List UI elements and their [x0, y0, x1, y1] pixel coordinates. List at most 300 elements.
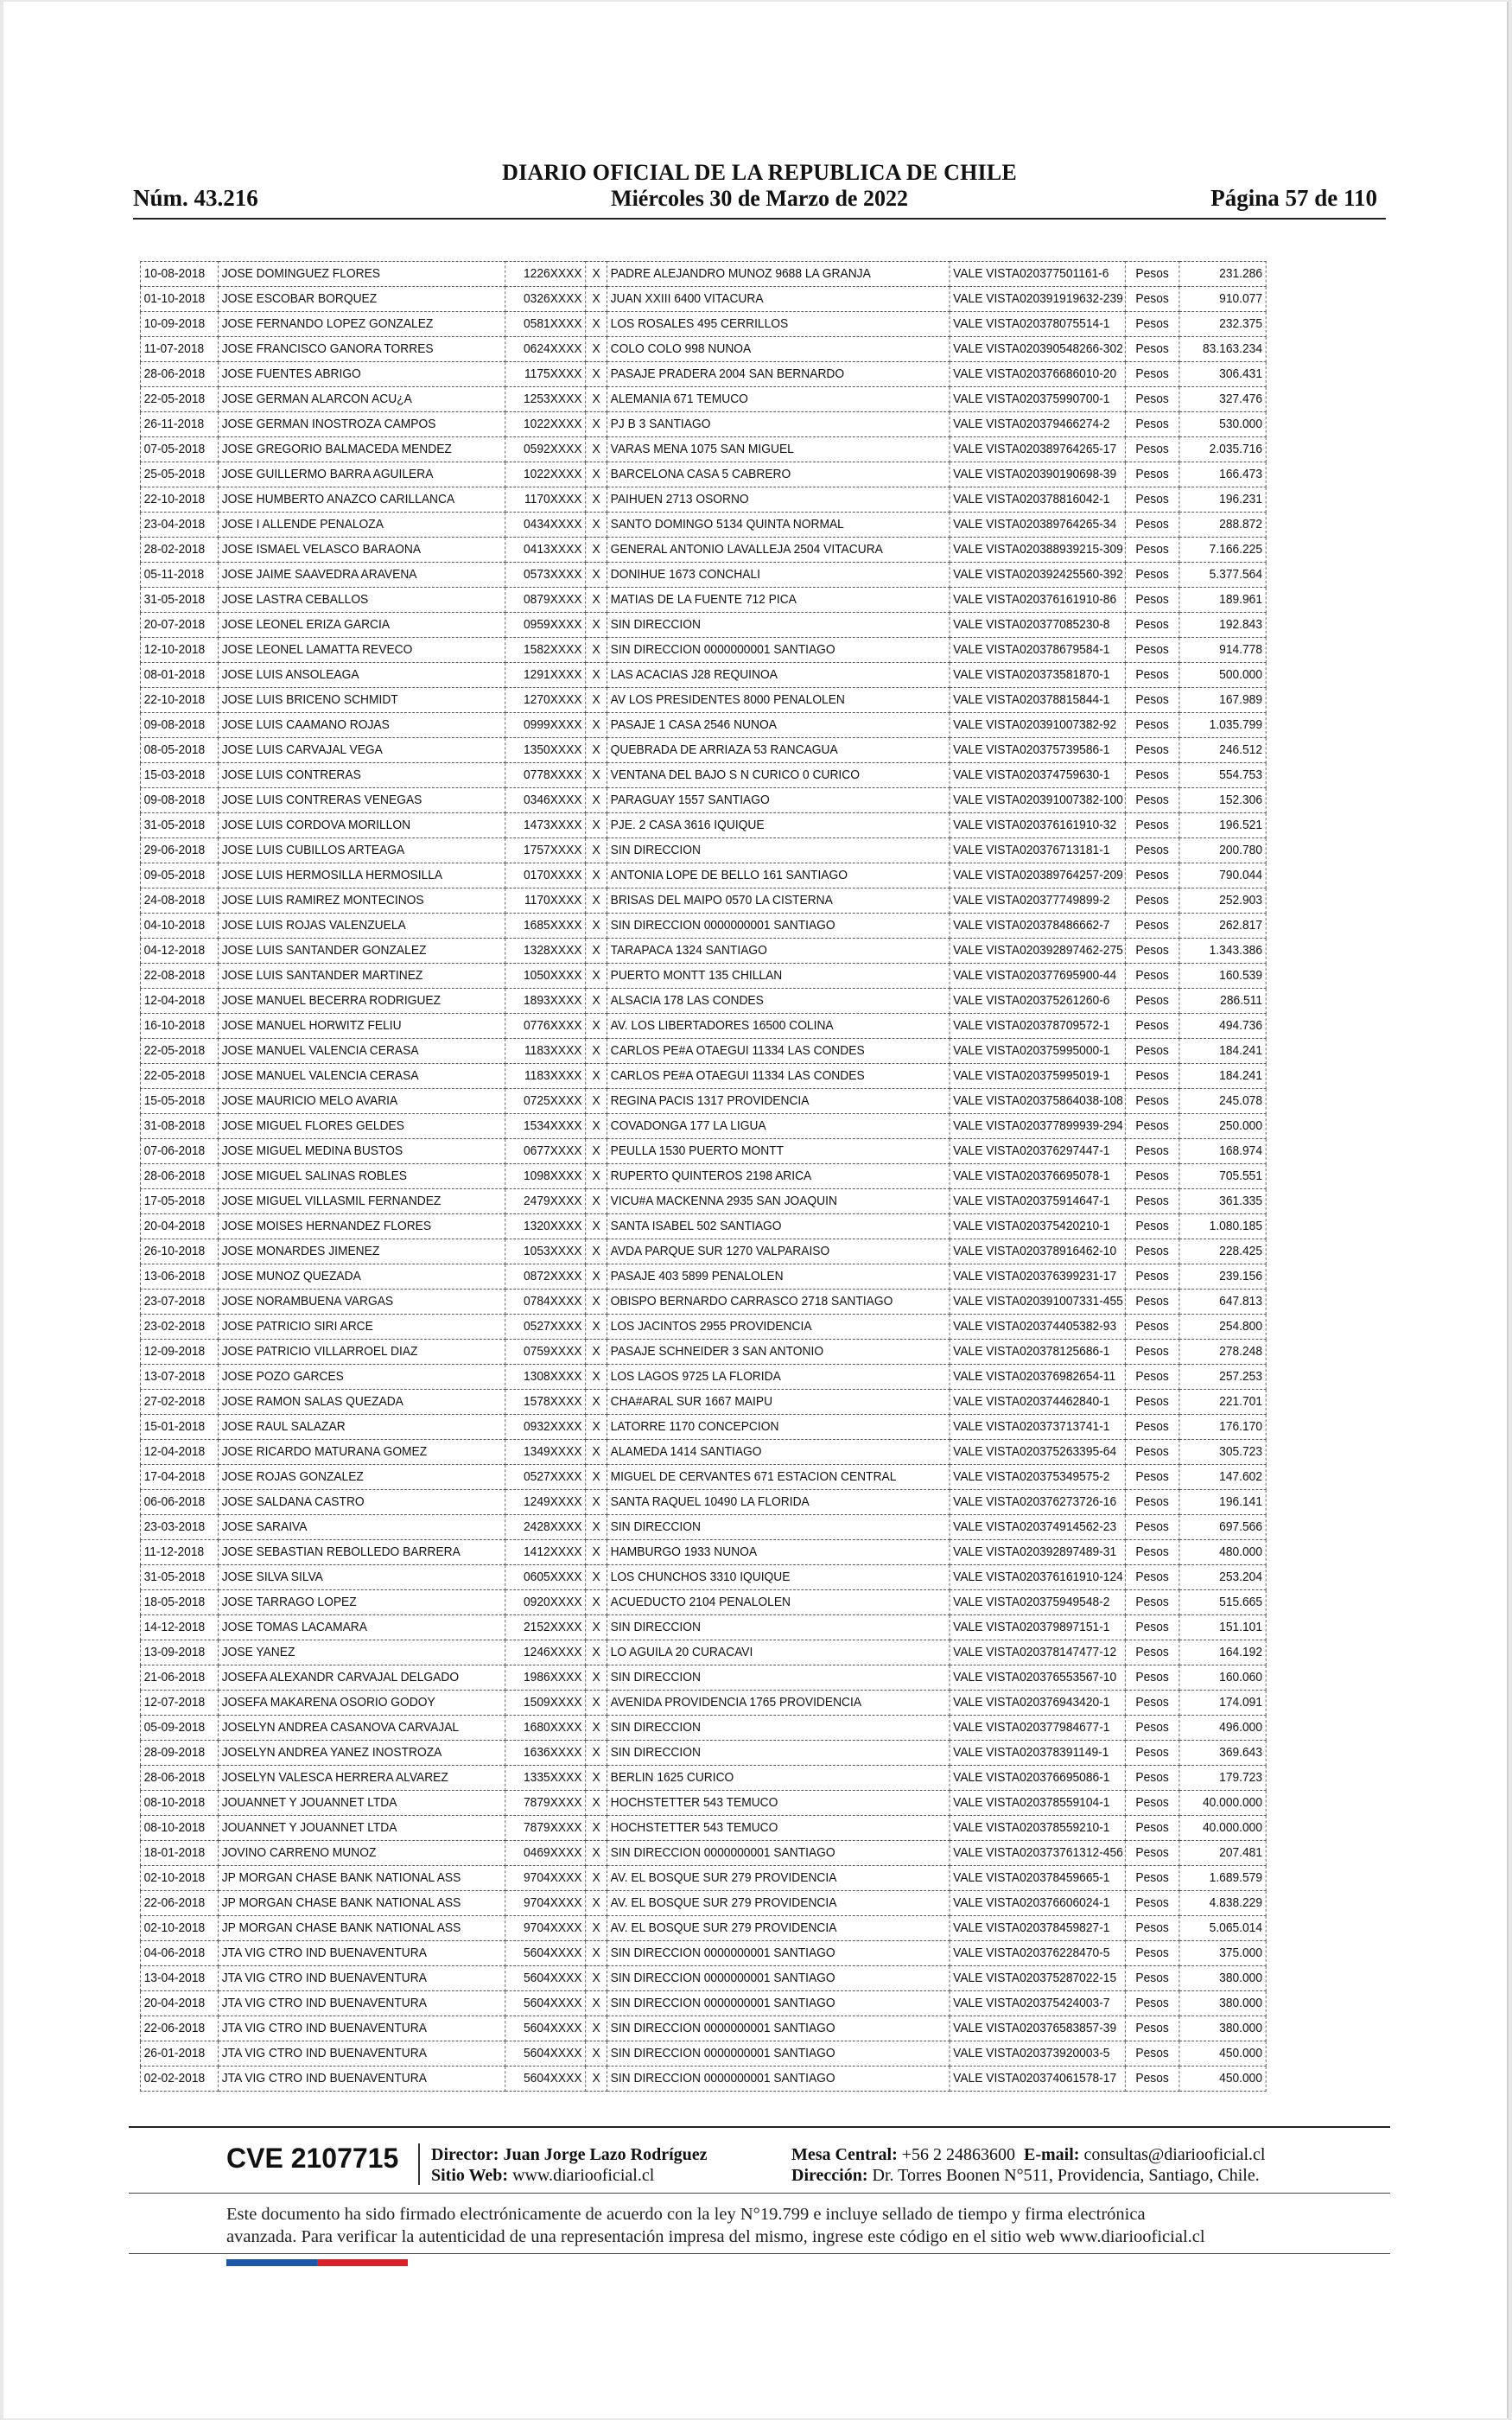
- cell-date: 07-05-2018: [140, 437, 218, 462]
- cell-amount: 166.473: [1179, 462, 1266, 487]
- cell-date: 04-12-2018: [140, 939, 218, 964]
- cell-document: VALE VISTA020375261260-6: [950, 989, 1125, 1014]
- cell-address: SIN DIRECCION: [607, 1515, 950, 1540]
- cell-amount: 480.000: [1179, 1540, 1266, 1565]
- cell-currency: Pesos: [1125, 1816, 1179, 1841]
- site-link[interactable]: www.diariooficial.cl: [512, 2166, 655, 2185]
- cell-mark: X: [586, 2067, 607, 2092]
- cell-mark: X: [586, 588, 607, 613]
- cell-address: AV. EL BOSQUE SUR 279 PROVIDENCIA: [607, 1866, 950, 1891]
- cell-rut: 1175XXXX: [505, 362, 586, 387]
- cell-name: JOSE PATRICIO VILLARROEL DIAZ: [219, 1340, 505, 1365]
- cell-document: VALE VISTA020374061578-17: [950, 2067, 1125, 2092]
- cell-date: 26-01-2018: [140, 2041, 218, 2067]
- cell-currency: Pesos: [1125, 1214, 1179, 1239]
- cell-currency: Pesos: [1125, 1565, 1179, 1590]
- table-row: [140, 638, 1266, 663]
- cell-amount: 174.091: [1179, 1691, 1266, 1716]
- cell-amount: 232.375: [1179, 312, 1266, 337]
- cell-name: JOSE LUIS CARVAJAL VEGA: [219, 738, 505, 763]
- cell-mark: X: [586, 1490, 607, 1515]
- cell-document: VALE VISTA020374405382-93: [950, 1315, 1125, 1340]
- cell-name: JOSE SALDANA CASTRO: [219, 1490, 505, 1515]
- cell-rut: 1253XXXX: [505, 387, 586, 412]
- cell-rut: 2479XXXX: [505, 1189, 586, 1214]
- cell-amount: 179.723: [1179, 1766, 1266, 1791]
- cell-amount: 262.817: [1179, 914, 1266, 939]
- cell-date: 22-05-2018: [140, 1039, 218, 1064]
- cell-document: VALE VISTA020378125686-1: [950, 1340, 1125, 1365]
- footer-divider-2: [129, 2193, 1390, 2194]
- cell-date: 31-08-2018: [140, 1114, 218, 1139]
- cell-name: JOSELYN ANDREA CASANOVA CARVAJAL: [219, 1716, 505, 1741]
- cell-amount: 254.800: [1179, 1315, 1266, 1340]
- cell-document: VALE VISTA020392897462-275: [950, 939, 1125, 964]
- cell-address: SANTA RAQUEL 10490 LA FLORIDA: [607, 1490, 950, 1515]
- cell-mark: X: [586, 914, 607, 939]
- cell-amount: 380.000: [1179, 2016, 1266, 2041]
- cell-address: AVENIDA PROVIDENCIA 1765 PROVIDENCIA: [607, 1691, 950, 1716]
- cell-amount: 361.335: [1179, 1189, 1266, 1214]
- cell-name: JOSE MIGUEL MEDINA BUSTOS: [219, 1139, 505, 1164]
- cell-rut: 0469XXXX: [505, 1841, 586, 1866]
- cell-currency: Pesos: [1125, 337, 1179, 362]
- cell-date: 13-09-2018: [140, 1640, 218, 1665]
- cell-address: MIGUEL DE CERVANTES 671 ESTACION CENTRAL: [607, 1465, 950, 1490]
- cell-mark: X: [586, 513, 607, 538]
- email-label: E-mail:: [1024, 2145, 1080, 2164]
- cell-address: VARAS MENA 1075 SAN MIGUEL: [607, 437, 950, 462]
- cell-date: 22-06-2018: [140, 1891, 218, 1916]
- cell-rut: 0677XXXX: [505, 1139, 586, 1164]
- table-row: [140, 1440, 1266, 1465]
- table-row: [140, 888, 1266, 914]
- cell-rut: 0434XXXX: [505, 513, 586, 538]
- table-row: [140, 1841, 1266, 1866]
- cell-name: JOVINO CARRENO MUNOZ: [219, 1841, 505, 1866]
- cell-currency: Pesos: [1125, 638, 1179, 663]
- cell-amount: 500.000: [1179, 663, 1266, 688]
- cell-document: VALE VISTA020375864038-108: [950, 1089, 1125, 1114]
- table-row: [140, 1239, 1266, 1264]
- cell-amount: 250.000: [1179, 1114, 1266, 1139]
- cell-mark: X: [586, 2016, 607, 2041]
- cell-currency: Pesos: [1125, 1490, 1179, 1515]
- table-row: [140, 813, 1266, 838]
- cell-address: SIN DIRECCION: [607, 1665, 950, 1691]
- footer-divider: [129, 2126, 1390, 2128]
- cell-currency: Pesos: [1125, 688, 1179, 713]
- cell-address: SIN DIRECCION 0000000001 SANTIAGO: [607, 2041, 950, 2067]
- table-row: [140, 1189, 1266, 1214]
- cell-document: VALE VISTA020391919632-239: [950, 287, 1125, 312]
- table-row: [140, 939, 1266, 964]
- table-row: [140, 1114, 1266, 1139]
- table-row: [140, 1014, 1266, 1039]
- cell-amount: 305.723: [1179, 1440, 1266, 1465]
- cell-mark: X: [586, 613, 607, 638]
- cell-name: JOSE NORAMBUENA VARGAS: [219, 1290, 505, 1315]
- cell-date: 29-06-2018: [140, 838, 218, 863]
- cell-amount: 286.511: [1179, 989, 1266, 1014]
- cell-date: 04-06-2018: [140, 1941, 218, 1966]
- cell-mark: X: [586, 1014, 607, 1039]
- cell-rut: 1226XXXX: [505, 262, 586, 287]
- cell-name: JOSE LUIS CORDOVA MORILLON: [219, 813, 505, 838]
- cell-amount: 450.000: [1179, 2067, 1266, 2092]
- cell-amount: 450.000: [1179, 2041, 1266, 2067]
- cell-mark: X: [586, 412, 607, 437]
- table-row: [140, 1540, 1266, 1565]
- cell-name: JOSE LEONEL LAMATTA REVECO: [219, 638, 505, 663]
- cell-document: VALE VISTA020378559210-1: [950, 1816, 1125, 1841]
- direccion-label: Dirección:: [791, 2166, 868, 2185]
- cell-currency: Pesos: [1125, 1966, 1179, 1991]
- cell-rut: 9704XXXX: [505, 1866, 586, 1891]
- cell-name: JOSE HUMBERTO ANAZCO CARILLANCA: [219, 487, 505, 513]
- cell-rut: 0959XXXX: [505, 613, 586, 638]
- cell-name: JOSE MONARDES JIMENEZ: [219, 1239, 505, 1264]
- cell-address: TARAPACA 1324 SANTIAGO: [607, 939, 950, 964]
- cell-rut: 1291XXXX: [505, 663, 586, 688]
- cell-amount: 705.551: [1179, 1164, 1266, 1189]
- table-row: [140, 1315, 1266, 1340]
- table-row: [140, 487, 1266, 513]
- cell-amount: 239.156: [1179, 1264, 1266, 1290]
- cell-mark: X: [586, 1741, 607, 1766]
- cell-name: JOSE LUIS ROJAS VALENZUELA: [219, 914, 505, 939]
- cell-amount: 496.000: [1179, 1716, 1266, 1741]
- table-row: [140, 1164, 1266, 1189]
- table-row: [140, 412, 1266, 437]
- cell-address: OBISPO BERNARDO CARRASCO 2718 SANTIAGO: [607, 1290, 950, 1315]
- cell-address: PAIHUEN 2713 OSORNO: [607, 487, 950, 513]
- cell-amount: 369.643: [1179, 1741, 1266, 1766]
- cell-document: VALE VISTA020378147477-12: [950, 1640, 1125, 1665]
- cell-document: VALE VISTA020378459665-1: [950, 1866, 1125, 1891]
- cell-document: VALE VISTA020377695900-44: [950, 964, 1125, 989]
- cell-address: ALEMANIA 671 TEMUCO: [607, 387, 950, 412]
- cell-amount: 252.903: [1179, 888, 1266, 914]
- cell-amount: 176.170: [1179, 1415, 1266, 1440]
- cell-rut: 1412XXXX: [505, 1540, 586, 1565]
- cell-name: JOSE MAURICIO MELO AVARIA: [219, 1089, 505, 1114]
- cell-address: RUPERTO QUINTEROS 2198 ARICA: [607, 1164, 950, 1189]
- cell-name: JOSE GUILLERMO BARRA AGUILERA: [219, 462, 505, 487]
- cell-mark: X: [586, 1891, 607, 1916]
- cell-currency: Pesos: [1125, 1064, 1179, 1089]
- cell-amount: 5.065.014: [1179, 1916, 1266, 1941]
- table-row: [140, 462, 1266, 487]
- table-row: [140, 1039, 1266, 1064]
- table-row: [140, 1214, 1266, 1239]
- cell-rut: 1308XXXX: [505, 1365, 586, 1390]
- cell-address: LOS ROSALES 495 CERRILLOS: [607, 312, 950, 337]
- cell-name: JOSE FRANCISCO GANORA TORRES: [219, 337, 505, 362]
- cell-mark: X: [586, 387, 607, 412]
- cell-name: JOSE LUIS SANTANDER GONZALEZ: [219, 939, 505, 964]
- cell-address: SIN DIRECCION 0000000001 SANTIAGO: [607, 638, 950, 663]
- cell-address: SIN DIRECCION 0000000001 SANTIAGO: [607, 2067, 950, 2092]
- cell-date: 17-05-2018: [140, 1189, 218, 1214]
- cell-document: VALE VISTA020392425560-392: [950, 563, 1125, 588]
- cell-mark: X: [586, 1665, 607, 1691]
- cell-currency: Pesos: [1125, 1515, 1179, 1540]
- email-link[interactable]: consultas@diariooficial.cl: [1083, 2145, 1266, 2164]
- cell-mark: X: [586, 713, 607, 738]
- cell-mark: X: [586, 1615, 607, 1640]
- cell-rut: 1320XXXX: [505, 1214, 586, 1239]
- flag-bar-red: [317, 2259, 408, 2266]
- cell-mark: X: [586, 763, 607, 788]
- table-row: [140, 1139, 1266, 1164]
- cell-document: VALE VISTA020375995000-1: [950, 1039, 1125, 1064]
- cell-document: VALE VISTA020377749899-2: [950, 888, 1125, 914]
- cell-name: JOSE ESCOBAR BORQUEZ: [219, 287, 505, 312]
- cell-currency: Pesos: [1125, 2067, 1179, 2092]
- cell-rut: 5604XXXX: [505, 1991, 586, 2016]
- cell-mark: X: [586, 1465, 607, 1490]
- cell-currency: Pesos: [1125, 738, 1179, 763]
- cell-amount: 697.566: [1179, 1515, 1266, 1540]
- table-row: [140, 663, 1266, 688]
- cell-currency: Pesos: [1125, 387, 1179, 412]
- cell-amount: 152.306: [1179, 788, 1266, 813]
- cell-document: VALE VISTA020390190698-39: [950, 462, 1125, 487]
- cell-rut: 1170XXXX: [505, 487, 586, 513]
- cell-rut: 0346XXXX: [505, 788, 586, 813]
- cell-rut: 2152XXXX: [505, 1615, 586, 1640]
- cell-name: JTA VIG CTRO IND BUENAVENTURA: [219, 2067, 505, 2092]
- cell-address: JUAN XXIII 6400 VITACURA: [607, 287, 950, 312]
- cell-address: AV. LOS LIBERTADORES 16500 COLINA: [607, 1014, 950, 1039]
- cell-name: JOSE POZO GARCES: [219, 1365, 505, 1390]
- cell-currency: Pesos: [1125, 1691, 1179, 1716]
- cell-date: 23-07-2018: [140, 1290, 218, 1315]
- cell-currency: Pesos: [1125, 1340, 1179, 1365]
- cell-amount: 257.253: [1179, 1365, 1266, 1390]
- cell-amount: 306.431: [1179, 362, 1266, 387]
- cell-name: JOSE MANUEL HORWITZ FELIU: [219, 1014, 505, 1039]
- cell-currency: Pesos: [1125, 1866, 1179, 1891]
- cell-name: JOSELYN ANDREA YANEZ INOSTROZA: [219, 1741, 505, 1766]
- table-row: [140, 1590, 1266, 1615]
- cell-address: REGINA PACIS 1317 PROVIDENCIA: [607, 1089, 950, 1114]
- cell-date: 11-07-2018: [140, 337, 218, 362]
- cell-address: AVDA PARQUE SUR 1270 VALPARAISO: [607, 1239, 950, 1264]
- cell-name: JP MORGAN CHASE BANK NATIONAL ASS: [219, 1891, 505, 1916]
- cell-rut: 0776XXXX: [505, 1014, 586, 1039]
- cell-date: 08-10-2018: [140, 1816, 218, 1841]
- cell-date: 02-10-2018: [140, 1866, 218, 1891]
- cell-document: VALE VISTA020375739586-1: [950, 738, 1125, 763]
- cell-document: VALE VISTA020375995019-1: [950, 1064, 1125, 1089]
- cell-mark: X: [586, 1365, 607, 1390]
- cell-date: 10-08-2018: [140, 262, 218, 287]
- cell-amount: 4.838.229: [1179, 1891, 1266, 1916]
- cell-mark: X: [586, 1214, 607, 1239]
- cell-name: JOSE SEBASTIAN REBOLLEDO BARRERA: [219, 1540, 505, 1565]
- table-row: [140, 863, 1266, 888]
- cell-date: 28-06-2018: [140, 1766, 218, 1791]
- cell-amount: 380.000: [1179, 1991, 1266, 2016]
- cell-document: VALE VISTA020377984677-1: [950, 1716, 1125, 1741]
- table-row: [140, 1089, 1266, 1114]
- table-row: [140, 688, 1266, 713]
- cell-address: PASAJE 1 CASA 2546 NUNOA: [607, 713, 950, 738]
- table-row: [140, 1615, 1266, 1640]
- cell-currency: Pesos: [1125, 2016, 1179, 2041]
- table-row: [140, 2041, 1266, 2067]
- director-label: Director:: [431, 2145, 499, 2164]
- cell-document: VALE VISTA020373581870-1: [950, 663, 1125, 688]
- cell-name: JOSE MANUEL VALENCIA CERASA: [219, 1064, 505, 1089]
- cell-amount: 200.780: [1179, 838, 1266, 863]
- cell-document: VALE VISTA020392897489-31: [950, 1540, 1125, 1565]
- table-row: [140, 563, 1266, 588]
- cell-currency: Pesos: [1125, 1941, 1179, 1966]
- cell-mark: X: [586, 863, 607, 888]
- cell-name: JOSE MIGUEL FLORES GELDES: [219, 1114, 505, 1139]
- cell-amount: 167.989: [1179, 688, 1266, 713]
- cell-date: 28-09-2018: [140, 1741, 218, 1766]
- cell-address: VENTANA DEL BAJO S N CURICO 0 CURICO: [607, 763, 950, 788]
- cell-currency: Pesos: [1125, 262, 1179, 287]
- cell-document: VALE VISTA020376606024-1: [950, 1891, 1125, 1916]
- cell-document: VALE VISTA020378916462-10: [950, 1239, 1125, 1264]
- cell-amount: 160.539: [1179, 964, 1266, 989]
- cell-name: JOUANNET Y JOUANNET LTDA: [219, 1791, 505, 1816]
- table-row: [140, 1515, 1266, 1540]
- cell-rut: 0920XXXX: [505, 1590, 586, 1615]
- cell-mark: X: [586, 262, 607, 287]
- table-row: [140, 989, 1266, 1014]
- cell-address: AV. EL BOSQUE SUR 279 PROVIDENCIA: [607, 1916, 950, 1941]
- cell-address: BARCELONA CASA 5 CABRERO: [607, 462, 950, 487]
- cell-date: 20-04-2018: [140, 1214, 218, 1239]
- cell-mark: X: [586, 838, 607, 863]
- cell-document: VALE VISTA020391007382-92: [950, 713, 1125, 738]
- cell-name: JOSE TOMAS LACAMARA: [219, 1615, 505, 1640]
- cell-name: JOSE LASTRA CEBALLOS: [219, 588, 505, 613]
- mesa-phone: +56 2 24863600: [901, 2145, 1016, 2164]
- cell-document: VALE VISTA020378391149-1: [950, 1741, 1125, 1766]
- cell-mark: X: [586, 1064, 607, 1089]
- cell-name: JOSE JAIME SAAVEDRA ARAVENA: [219, 563, 505, 588]
- cell-mark: X: [586, 1565, 607, 1590]
- cell-document: VALE VISTA020374462840-1: [950, 1390, 1125, 1415]
- mesa-label: Mesa Central:: [791, 2145, 898, 2164]
- cell-currency: Pesos: [1125, 1741, 1179, 1766]
- cell-date: 28-06-2018: [140, 362, 218, 387]
- cell-address: PJE. 2 CASA 3616 IQUIQUE: [607, 813, 950, 838]
- cell-address: VICU#A MACKENNA 2935 SAN JOAQUIN: [607, 1189, 950, 1214]
- cell-mark: X: [586, 738, 607, 763]
- cell-date: 24-08-2018: [140, 888, 218, 914]
- cell-name: JOSE LUIS CUBILLOS ARTEAGA: [219, 838, 505, 863]
- cell-rut: 0573XXXX: [505, 563, 586, 588]
- cell-currency: Pesos: [1125, 487, 1179, 513]
- table-row: [140, 1916, 1266, 1941]
- cell-name: JOSE RAUL SALAZAR: [219, 1415, 505, 1440]
- cell-rut: 1270XXXX: [505, 688, 586, 713]
- table-row: [140, 1490, 1266, 1515]
- cell-rut: 1685XXXX: [505, 914, 586, 939]
- footer-director-block: [431, 2144, 708, 2186]
- cell-address: SIN DIRECCION: [607, 838, 950, 863]
- cell-address: ALAMEDA 1414 SANTIAGO: [607, 1440, 950, 1465]
- cell-amount: 2.035.716: [1179, 437, 1266, 462]
- cell-address: SANTA ISABEL 502 SANTIAGO: [607, 1214, 950, 1239]
- table-row: [140, 1691, 1266, 1716]
- cell-amount: 530.000: [1179, 412, 1266, 437]
- cell-date: 04-10-2018: [140, 914, 218, 939]
- cell-amount: 207.481: [1179, 1841, 1266, 1866]
- cell-rut: 1183XXXX: [505, 1064, 586, 1089]
- cell-date: 18-01-2018: [140, 1841, 218, 1866]
- table-row: [140, 1891, 1266, 1916]
- cell-mark: X: [586, 563, 607, 588]
- cell-currency: Pesos: [1125, 1891, 1179, 1916]
- cell-document: VALE VISTA020375990700-1: [950, 387, 1125, 412]
- cell-document: VALE VISTA020374914562-23: [950, 1515, 1125, 1540]
- cell-address: ACUEDUCTO 2104 PENALOLEN: [607, 1590, 950, 1615]
- cell-date: 15-05-2018: [140, 1089, 218, 1114]
- cell-rut: 5604XXXX: [505, 2016, 586, 2041]
- cell-date: 22-10-2018: [140, 487, 218, 513]
- cell-mark: X: [586, 1866, 607, 1891]
- cell-amount: 228.425: [1179, 1239, 1266, 1264]
- cell-rut: 1022XXXX: [505, 462, 586, 487]
- cell-document: VALE VISTA020391007382-100: [950, 788, 1125, 813]
- cell-document: VALE VISTA020389764257-209: [950, 863, 1125, 888]
- table-row: [140, 1816, 1266, 1841]
- cell-name: JOSELYN VALESCA HERRERA ALVAREZ: [219, 1766, 505, 1791]
- cell-rut: 1636XXXX: [505, 1741, 586, 1766]
- cell-date: 08-10-2018: [140, 1791, 218, 1816]
- cell-rut: 1680XXXX: [505, 1716, 586, 1741]
- issue-date: Miércoles 30 de Marzo de 2022: [611, 186, 908, 211]
- cell-amount: 278.248: [1179, 1340, 1266, 1365]
- cell-document: VALE VISTA020378075514-1: [950, 312, 1125, 337]
- cell-mark: X: [586, 2041, 607, 2067]
- cell-currency: Pesos: [1125, 1615, 1179, 1640]
- cell-document: VALE VISTA020390548266-302: [950, 337, 1125, 362]
- table-row: [140, 1365, 1266, 1390]
- cell-address: SIN DIRECCION 0000000001 SANTIAGO: [607, 1941, 950, 1966]
- cell-document: VALE VISTA020375263395-64: [950, 1440, 1125, 1465]
- cell-currency: Pesos: [1125, 513, 1179, 538]
- cell-rut: 7879XXXX: [505, 1816, 586, 1841]
- cell-amount: 168.974: [1179, 1139, 1266, 1164]
- cell-amount: 253.204: [1179, 1565, 1266, 1590]
- cell-document: VALE VISTA020373920003-5: [950, 2041, 1125, 2067]
- cell-mark: X: [586, 1239, 607, 1264]
- cell-rut: 0592XXXX: [505, 437, 586, 462]
- cell-address: MATIAS DE LA FUENTE 712 PICA: [607, 588, 950, 613]
- cell-date: 13-07-2018: [140, 1365, 218, 1390]
- cell-document: VALE VISTA020377501161-6: [950, 262, 1125, 287]
- cell-amount: 83.163.234: [1179, 337, 1266, 362]
- table-row: [140, 1415, 1266, 1440]
- cell-mark: X: [586, 1264, 607, 1290]
- cell-currency: Pesos: [1125, 914, 1179, 939]
- cell-currency: Pesos: [1125, 1164, 1179, 1189]
- cell-currency: Pesos: [1125, 1640, 1179, 1665]
- cell-mark: X: [586, 1841, 607, 1866]
- cell-amount: 375.000: [1179, 1941, 1266, 1966]
- table-row: [140, 763, 1266, 788]
